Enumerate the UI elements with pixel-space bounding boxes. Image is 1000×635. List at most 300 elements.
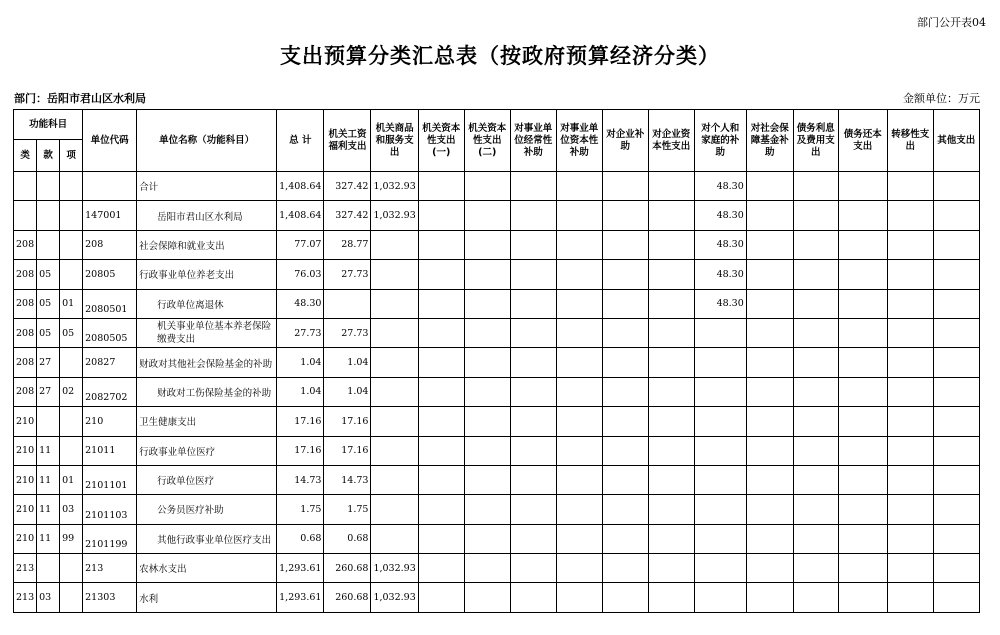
cell-econ-13 xyxy=(933,583,979,612)
cell-econ-0: 260.68 xyxy=(324,554,371,583)
cell-econ-7 xyxy=(648,201,694,230)
cell-kuan: 05 xyxy=(37,289,60,318)
cell-xiang: 01 xyxy=(60,289,83,318)
cell-kuan xyxy=(37,230,60,259)
cell-econ-5 xyxy=(556,407,602,436)
cell-unit-name: 水利 xyxy=(137,583,277,612)
cell-unit-name: 社会保障和就业支出 xyxy=(137,230,277,259)
cell-econ-2 xyxy=(418,172,464,201)
cell-econ-8 xyxy=(694,318,746,347)
cell-econ-0: 27.73 xyxy=(324,318,371,347)
cell-econ-3 xyxy=(464,495,510,524)
cell-econ-11 xyxy=(838,318,887,347)
cell-total: 48.30 xyxy=(277,289,324,318)
cell-econ-6 xyxy=(602,260,648,289)
table-row xyxy=(14,230,980,259)
cell-total: 14.73 xyxy=(277,465,324,494)
cell-lei: 208 xyxy=(14,260,37,289)
cell-econ-12 xyxy=(887,260,933,289)
cell-econ-10 xyxy=(793,524,838,553)
table-row xyxy=(14,260,980,289)
cell-econ-1 xyxy=(371,348,418,377)
cell-econ-7 xyxy=(648,436,694,465)
header-econ-4: 对事业单位经常性补助 xyxy=(510,110,556,172)
cell-econ-0: 14.73 xyxy=(324,465,371,494)
cell-econ-8: 48.30 xyxy=(694,289,746,318)
cell-unit-name: 财政对其他社会保险基金的补助 xyxy=(137,348,277,377)
cell-econ-13 xyxy=(933,172,979,201)
cell-lei: 213 xyxy=(14,583,37,612)
cell-econ-4 xyxy=(510,172,556,201)
cell-kuan: 05 xyxy=(37,318,60,347)
header-econ-9: 对社会保障基金补助 xyxy=(746,110,793,172)
cell-econ-4 xyxy=(510,495,556,524)
cell-econ-5 xyxy=(556,318,602,347)
cell-econ-9 xyxy=(746,495,793,524)
cell-econ-7 xyxy=(648,348,694,377)
cell-econ-9 xyxy=(746,348,793,377)
cell-econ-12 xyxy=(887,554,933,583)
cell-econ-1 xyxy=(371,465,418,494)
cell-econ-11 xyxy=(838,201,887,230)
cell-econ-3 xyxy=(464,436,510,465)
cell-lei xyxy=(14,201,37,230)
cell-unit-code: 2101199 xyxy=(83,524,137,553)
cell-econ-0: 260.68 xyxy=(324,583,371,612)
cell-econ-7 xyxy=(648,172,694,201)
cell-lei: 208 xyxy=(14,377,37,406)
cell-econ-0: 1.04 xyxy=(324,377,371,406)
cell-econ-8 xyxy=(694,554,746,583)
cell-unit-code: 213 xyxy=(83,554,137,583)
cell-lei: 208 xyxy=(14,230,37,259)
cell-econ-2 xyxy=(418,260,464,289)
cell-econ-0: 27.73 xyxy=(324,260,371,289)
cell-econ-2 xyxy=(418,348,464,377)
cell-econ-10 xyxy=(793,260,838,289)
cell-econ-1 xyxy=(371,436,418,465)
cell-econ-9 xyxy=(746,407,793,436)
cell-econ-8 xyxy=(694,348,746,377)
cell-unit-code: 2082702 xyxy=(83,377,137,406)
cell-econ-11 xyxy=(838,260,887,289)
cell-econ-10 xyxy=(793,377,838,406)
cell-econ-8 xyxy=(694,436,746,465)
cell-total: 17.16 xyxy=(277,436,324,465)
cell-econ-1 xyxy=(371,260,418,289)
cell-econ-5 xyxy=(556,172,602,201)
cell-econ-3 xyxy=(464,318,510,347)
cell-econ-11 xyxy=(838,289,887,318)
cell-xiang xyxy=(60,172,83,201)
cell-econ-11 xyxy=(838,407,887,436)
cell-econ-5 xyxy=(556,377,602,406)
cell-econ-5 xyxy=(556,289,602,318)
cell-econ-0: 0.68 xyxy=(324,524,371,553)
cell-lei: 208 xyxy=(14,318,37,347)
cell-econ-13 xyxy=(933,230,979,259)
cell-unit-code: 208 xyxy=(83,230,137,259)
cell-econ-11 xyxy=(838,436,887,465)
cell-kuan xyxy=(37,172,60,201)
cell-econ-10 xyxy=(793,495,838,524)
table-row xyxy=(14,436,980,465)
cell-econ-7 xyxy=(648,583,694,612)
cell-unit-name: 行政单位医疗 xyxy=(137,465,277,494)
header-total: 总 计 xyxy=(277,110,324,172)
cell-total: 76.03 xyxy=(277,260,324,289)
cell-unit-code xyxy=(83,172,137,201)
cell-econ-13 xyxy=(933,289,979,318)
cell-econ-6 xyxy=(602,289,648,318)
cell-xiang xyxy=(60,201,83,230)
table-row xyxy=(14,348,980,377)
cell-econ-3 xyxy=(464,583,510,612)
cell-econ-12 xyxy=(887,318,933,347)
cell-econ-0 xyxy=(324,289,371,318)
cell-econ-3 xyxy=(464,524,510,553)
cell-econ-8 xyxy=(694,377,746,406)
cell-econ-13 xyxy=(933,436,979,465)
header-func-subject: 功能科目 xyxy=(14,110,83,140)
cell-econ-9 xyxy=(746,583,793,612)
cell-econ-1 xyxy=(371,377,418,406)
cell-econ-5 xyxy=(556,583,602,612)
cell-econ-6 xyxy=(602,524,648,553)
cell-econ-6 xyxy=(602,554,648,583)
cell-econ-2 xyxy=(418,407,464,436)
cell-econ-6 xyxy=(602,230,648,259)
table-row xyxy=(14,465,980,494)
cell-econ-4 xyxy=(510,436,556,465)
cell-lei: 213 xyxy=(14,554,37,583)
cell-econ-2 xyxy=(418,524,464,553)
cell-kuan: 11 xyxy=(37,465,60,494)
table-row xyxy=(14,554,980,583)
table-row xyxy=(14,583,980,612)
cell-econ-4 xyxy=(510,407,556,436)
cell-econ-0: 1.04 xyxy=(324,348,371,377)
cell-econ-9 xyxy=(746,230,793,259)
header-lei: 类 xyxy=(14,140,37,172)
cell-unit-code: 20805 xyxy=(83,260,137,289)
cell-xiang: 02 xyxy=(60,377,83,406)
cell-econ-10 xyxy=(793,289,838,318)
cell-econ-11 xyxy=(838,583,887,612)
cell-econ-0: 17.16 xyxy=(324,436,371,465)
header-econ-7: 对企业资本性支出 xyxy=(648,110,694,172)
cell-econ-5 xyxy=(556,524,602,553)
cell-econ-8 xyxy=(694,583,746,612)
cell-econ-13 xyxy=(933,377,979,406)
cell-unit-name: 农林水支出 xyxy=(137,554,277,583)
cell-econ-10 xyxy=(793,554,838,583)
cell-econ-13 xyxy=(933,465,979,494)
cell-unit-name: 其他行政事业单位医疗支出 xyxy=(137,524,277,553)
cell-econ-6 xyxy=(602,318,648,347)
cell-unit-name: 机关事业单位基本养老保险缴费支出 xyxy=(137,318,277,347)
cell-econ-0: 327.42 xyxy=(324,201,371,230)
cell-unit-code: 2101103 xyxy=(83,495,137,524)
cell-econ-0: 327.42 xyxy=(324,172,371,201)
header-econ-12: 转移性支出 xyxy=(887,110,933,172)
cell-econ-4 xyxy=(510,583,556,612)
cell-econ-13 xyxy=(933,201,979,230)
cell-econ-1 xyxy=(371,289,418,318)
cell-econ-11 xyxy=(838,348,887,377)
cell-kuan: 11 xyxy=(37,495,60,524)
cell-econ-10 xyxy=(793,230,838,259)
cell-econ-6 xyxy=(602,436,648,465)
cell-econ-8: 48.30 xyxy=(694,172,746,201)
cell-econ-3 xyxy=(464,201,510,230)
cell-kuan: 05 xyxy=(37,260,60,289)
cell-econ-5 xyxy=(556,230,602,259)
table-row xyxy=(14,524,980,553)
cell-econ-4 xyxy=(510,318,556,347)
cell-econ-12 xyxy=(887,436,933,465)
cell-econ-13 xyxy=(933,495,979,524)
header-kuan: 款 xyxy=(37,140,60,172)
cell-econ-7 xyxy=(648,377,694,406)
cell-econ-9 xyxy=(746,377,793,406)
cell-econ-5 xyxy=(556,554,602,583)
cell-econ-7 xyxy=(648,230,694,259)
cell-econ-2 xyxy=(418,465,464,494)
cell-econ-2 xyxy=(418,318,464,347)
cell-econ-4 xyxy=(510,524,556,553)
header-unit-code: 单位代码 xyxy=(83,110,137,172)
cell-lei: 210 xyxy=(14,524,37,553)
cell-econ-2 xyxy=(418,436,464,465)
cell-econ-5 xyxy=(556,348,602,377)
header-econ-2: 机关资本性支出(一) xyxy=(418,110,464,172)
cell-econ-3 xyxy=(464,230,510,259)
cell-econ-2 xyxy=(418,289,464,318)
cell-unit-code: 20827 xyxy=(83,348,137,377)
table-row xyxy=(14,172,980,201)
header-econ-3: 机关资本性支出(二) xyxy=(464,110,510,172)
cell-lei: 210 xyxy=(14,407,37,436)
cell-econ-4 xyxy=(510,201,556,230)
cell-econ-9 xyxy=(746,318,793,347)
cell-econ-7 xyxy=(648,260,694,289)
cell-lei: 208 xyxy=(14,348,37,377)
cell-kuan: 27 xyxy=(37,377,60,406)
table-row xyxy=(14,201,980,230)
cell-econ-8: 48.30 xyxy=(694,230,746,259)
cell-total: 1,408.64 xyxy=(277,172,324,201)
cell-econ-13 xyxy=(933,407,979,436)
cell-econ-6 xyxy=(602,377,648,406)
cell-total: 1.04 xyxy=(277,377,324,406)
cell-econ-11 xyxy=(838,172,887,201)
cell-econ-10 xyxy=(793,465,838,494)
cell-total: 77.07 xyxy=(277,230,324,259)
cell-econ-1: 1,032.93 xyxy=(371,172,418,201)
header-econ-11: 债务还本支出 xyxy=(838,110,887,172)
cell-econ-6 xyxy=(602,583,648,612)
cell-econ-8 xyxy=(694,407,746,436)
cell-econ-2 xyxy=(418,554,464,583)
cell-lei: 210 xyxy=(14,436,37,465)
cell-econ-11 xyxy=(838,554,887,583)
cell-econ-12 xyxy=(887,524,933,553)
cell-xiang: 03 xyxy=(60,495,83,524)
cell-xiang xyxy=(60,348,83,377)
cell-econ-1 xyxy=(371,407,418,436)
cell-kuan: 11 xyxy=(37,436,60,465)
cell-econ-3 xyxy=(464,260,510,289)
cell-econ-11 xyxy=(838,377,887,406)
table-row xyxy=(14,289,980,318)
cell-econ-10 xyxy=(793,348,838,377)
cell-xiang: 05 xyxy=(60,318,83,347)
cell-econ-12 xyxy=(887,172,933,201)
cell-econ-4 xyxy=(510,465,556,494)
cell-total: 1,293.61 xyxy=(277,583,324,612)
cell-econ-4 xyxy=(510,348,556,377)
cell-lei xyxy=(14,172,37,201)
cell-kuan xyxy=(37,554,60,583)
table-row xyxy=(14,318,980,347)
cell-xiang xyxy=(60,554,83,583)
cell-total: 27.73 xyxy=(277,318,324,347)
cell-econ-0: 17.16 xyxy=(324,407,371,436)
cell-econ-13 xyxy=(933,318,979,347)
cell-lei: 210 xyxy=(14,465,37,494)
cell-xiang xyxy=(60,407,83,436)
cell-econ-13 xyxy=(933,348,979,377)
cell-lei: 210 xyxy=(14,495,37,524)
cell-econ-6 xyxy=(602,172,648,201)
cell-econ-8 xyxy=(694,524,746,553)
cell-econ-7 xyxy=(648,318,694,347)
cell-econ-10 xyxy=(793,436,838,465)
cell-econ-10 xyxy=(793,407,838,436)
cell-econ-1 xyxy=(371,524,418,553)
form-number: 部门公开表04 xyxy=(917,16,986,29)
cell-econ-2 xyxy=(418,495,464,524)
cell-econ-1 xyxy=(371,495,418,524)
cell-econ-3 xyxy=(464,172,510,201)
cell-econ-3 xyxy=(464,407,510,436)
cell-econ-9 xyxy=(746,524,793,553)
table-row xyxy=(14,377,980,406)
cell-xiang xyxy=(60,583,83,612)
cell-econ-12 xyxy=(887,583,933,612)
cell-econ-9 xyxy=(746,289,793,318)
cell-econ-5 xyxy=(556,465,602,494)
cell-econ-9 xyxy=(746,172,793,201)
cell-econ-1: 1,032.93 xyxy=(371,201,418,230)
cell-econ-2 xyxy=(418,201,464,230)
cell-xiang xyxy=(60,436,83,465)
cell-econ-10 xyxy=(793,318,838,347)
cell-unit-name: 行政事业单位医疗 xyxy=(137,436,277,465)
cell-econ-7 xyxy=(648,407,694,436)
cell-lei: 208 xyxy=(14,289,37,318)
cell-unit-code: 210 xyxy=(83,407,137,436)
cell-econ-6 xyxy=(602,495,648,524)
cell-econ-1: 1,032.93 xyxy=(371,583,418,612)
cell-econ-12 xyxy=(887,407,933,436)
cell-econ-3 xyxy=(464,554,510,583)
cell-econ-2 xyxy=(418,230,464,259)
cell-econ-8: 48.30 xyxy=(694,260,746,289)
cell-econ-3 xyxy=(464,377,510,406)
cell-econ-6 xyxy=(602,465,648,494)
cell-econ-1 xyxy=(371,230,418,259)
cell-kuan: 27 xyxy=(37,348,60,377)
table-row xyxy=(14,407,980,436)
cell-unit-name: 公务员医疗补助 xyxy=(137,495,277,524)
cell-econ-7 xyxy=(648,554,694,583)
cell-econ-0: 28.77 xyxy=(324,230,371,259)
cell-total: 17.16 xyxy=(277,407,324,436)
cell-unit-code: 2101101 xyxy=(83,465,137,494)
cell-econ-4 xyxy=(510,289,556,318)
table-row xyxy=(14,495,980,524)
header-econ-10: 债务利息及费用支出 xyxy=(793,110,838,172)
cell-unit-code: 147001 xyxy=(83,201,137,230)
page-title: 支出预算分类汇总表（按政府预算经济分类） xyxy=(280,44,720,68)
header-xiang: 项 xyxy=(60,140,83,172)
cell-econ-6 xyxy=(602,201,648,230)
cell-econ-5 xyxy=(556,201,602,230)
cell-econ-5 xyxy=(556,495,602,524)
cell-econ-5 xyxy=(556,260,602,289)
cell-unit-name: 财政对工伤保险基金的补助 xyxy=(137,377,277,406)
cell-econ-8: 48.30 xyxy=(694,201,746,230)
cell-econ-11 xyxy=(838,524,887,553)
header-econ-6: 对企业补助 xyxy=(602,110,648,172)
cell-total: 1.75 xyxy=(277,495,324,524)
header-econ-1: 机关商品和服务支出 xyxy=(371,110,418,172)
cell-econ-4 xyxy=(510,554,556,583)
cell-econ-1: 1,032.93 xyxy=(371,554,418,583)
cell-econ-7 xyxy=(648,495,694,524)
cell-unit-name: 岳阳市君山区水利局 xyxy=(137,201,277,230)
cell-econ-12 xyxy=(887,230,933,259)
cell-econ-3 xyxy=(464,465,510,494)
cell-econ-12 xyxy=(887,201,933,230)
cell-econ-13 xyxy=(933,260,979,289)
cell-econ-7 xyxy=(648,289,694,318)
cell-econ-11 xyxy=(838,465,887,494)
cell-xiang: 99 xyxy=(60,524,83,553)
cell-econ-8 xyxy=(694,495,746,524)
cell-econ-1 xyxy=(371,318,418,347)
cell-econ-12 xyxy=(887,465,933,494)
expenditure-table xyxy=(13,109,980,613)
header-unit-name: 单位名称（功能科目） xyxy=(137,110,277,172)
cell-unit-name: 行政事业单位养老支出 xyxy=(137,260,277,289)
cell-econ-13 xyxy=(933,554,979,583)
cell-econ-6 xyxy=(602,407,648,436)
header-econ-8: 对个人和家庭的补助 xyxy=(694,110,746,172)
cell-econ-2 xyxy=(418,583,464,612)
cell-kuan: 03 xyxy=(37,583,60,612)
cell-econ-10 xyxy=(793,172,838,201)
department-label: 部门：岳阳市君山区水利局 xyxy=(14,92,146,105)
cell-econ-3 xyxy=(464,348,510,377)
cell-unit-name: 行政单位离退休 xyxy=(137,289,277,318)
cell-total: 1.04 xyxy=(277,348,324,377)
cell-econ-4 xyxy=(510,230,556,259)
cell-xiang xyxy=(60,260,83,289)
cell-xiang xyxy=(60,230,83,259)
